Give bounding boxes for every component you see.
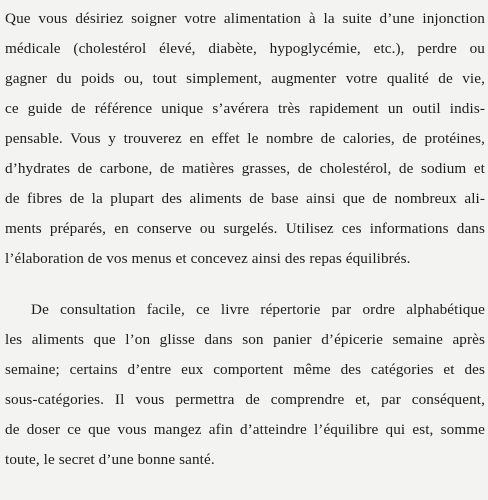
text-line: semaine; certains d’entre eux comportent même des catégories et des (5, 361, 485, 378)
text-line: ments préparés, en conserve ou surgelés. Utilisez ces informations dans (5, 220, 485, 237)
text-line: les aliments que l’on glisse dans son panier d’épicerie semaine après (5, 331, 485, 348)
text-line: l’élaboration de vos menus et concevez ainsi des repas équilibrés. (5, 250, 411, 267)
text-line: sous-catégories. Il vous permettra de comprendre et, par conséquent, (5, 391, 485, 408)
text-line: de fibres de la plupart des aliments de base ainsi que de nombreux ali- (5, 190, 485, 207)
text-line: d’hydrates de carbone, de matières grasses, de cholestérol, de sodium et (5, 160, 485, 177)
text-line: pensable. Vous y trouverez en effet le nombre de calories, de protéines, (5, 130, 485, 147)
text-line: ce guide de référence unique s’avérera très rapidement un outil indis- (5, 100, 485, 117)
text-line: De consultation facile, ce livre répertorie par ordre alphabétique (31, 301, 485, 318)
text-line: de doser ce que vous mangez afin d’atteindre l’équilibre qui est, somme (5, 421, 485, 438)
text-line: médicale (cholestérol élevé, diabète, hypoglycémie, etc.), perdre ou (5, 40, 485, 57)
body-text (5, 4, 485, 475)
paragraph-2 (5, 295, 485, 475)
text-line: gagner du poids ou, tout simplement, augmenter votre qualité de vie, (5, 70, 485, 87)
text-line: toute, le secret d’une bonne santé. (5, 451, 215, 468)
paragraph-1 (5, 4, 485, 274)
text-line: Que vous désiriez soigner votre alimentation à la suite d’une injonction (5, 10, 485, 27)
paragraph-gap (5, 274, 485, 295)
